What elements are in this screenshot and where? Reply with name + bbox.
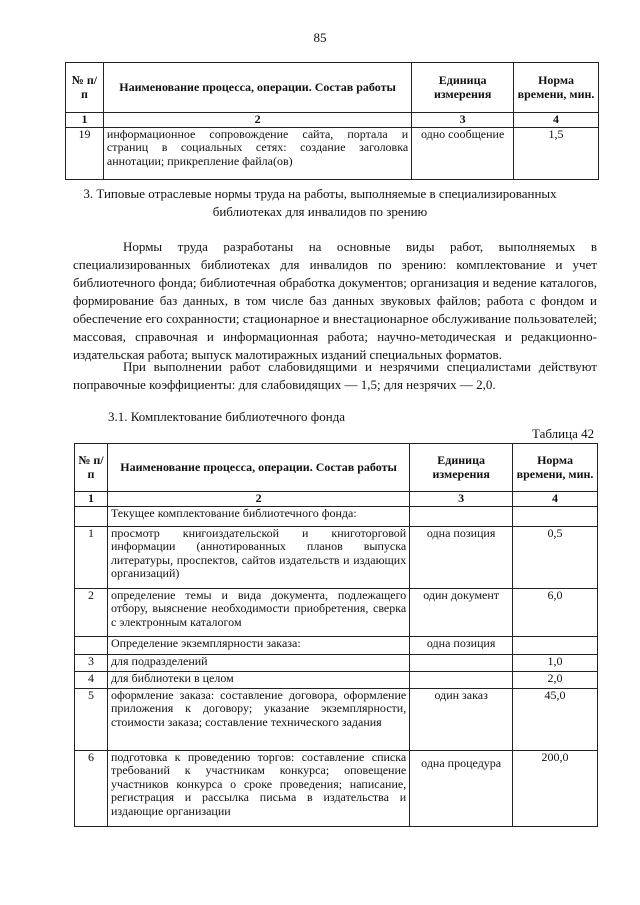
row-name: определение темы и вида документа, подлежащего отбору, выяснение необходимости приобретения, сверка с электронным каталогом [107, 588, 409, 636]
paragraph-norms: Нормы труда разработаны на основные виды работ, выполняемых в специализированных библиотеках для инвалидов по зрению: комплектование и учет библиотечного фонда; библиотечная обработка документов; организация и ведение каталогов, формирование баз данных, в том числе баз данных звуковых файлов; работа с фондом и обеспечение его сохранности; стационарное и внестационарное обслуживание пользователей; массовая, справочная и информационная работа; научно-методическая и редакционно-издательская работа; выпуск малотиражных изданий специальных форматов. [73, 239, 597, 362]
header-norm: Норма времени, мин. [514, 63, 599, 113]
group-label: Текущее комплектование библиотечного фонда: [107, 506, 409, 526]
row-num: 19 [66, 127, 104, 179]
row-norm: 45,0 [513, 688, 598, 750]
row-norm: 1,0 [513, 654, 598, 671]
index-cell: 4 [514, 113, 599, 128]
table-label: Таблица 42 [532, 426, 595, 441]
row-name: просмотр книгоиздательской и книготорговой информации (аннотированных планов выпуска литературы, проспектов, сайтов издательств и издающих организаций) [107, 526, 409, 588]
table-row [66, 127, 599, 179]
index-cell: 2 [107, 492, 409, 507]
index-cell: 1 [75, 492, 108, 507]
page-number: 85 [313, 30, 327, 45]
row-name: для подразделений [107, 654, 409, 671]
index-cell: 1 [66, 113, 104, 128]
row-norm: 1,5 [514, 127, 599, 179]
group-row [75, 636, 598, 654]
header-unit: Единица измерения [410, 444, 513, 492]
header-name: Наименование процесса, операции. Состав работы [107, 444, 409, 492]
row-num: 4 [75, 671, 108, 688]
row-name: информационное сопровождение сайта, портала и страниц в социальных сетях: создание заголовка аннотации; прикрепление файла(ов) [103, 127, 411, 179]
row-name: оформление заказа: составление договора, оформление приложения к договору; указание экземплярности, стоимости заказа; составление технического задания [107, 688, 409, 750]
header-name: Наименование процесса, операции. Состав работы [103, 63, 411, 113]
row-unit: один заказ [410, 688, 513, 750]
header-num: № п/п [75, 444, 108, 492]
row-unit [410, 654, 513, 671]
norms-table-continued [65, 62, 599, 180]
table-row [75, 588, 598, 636]
section-heading: 3. Типовые отраслевые нормы труда на работы, выполняемые в специализированных библиотеках для инвалидов по зрению [83, 186, 557, 219]
row-norm: 6,0 [513, 588, 598, 636]
table-row [75, 671, 598, 688]
group-unit: одна позиция [410, 636, 513, 654]
row-name: для библиотеки в целом [107, 671, 409, 688]
table-row [75, 526, 598, 588]
subsection-heading: 3.1. Комплектование библиотечного фонда [108, 409, 346, 424]
row-unit: один документ [410, 588, 513, 636]
row-unit [410, 671, 513, 688]
row-norm: 0,5 [513, 526, 598, 588]
row-num: 2 [75, 588, 108, 636]
row-unit: одно сообщение [412, 127, 514, 179]
norms-table-42 [74, 443, 598, 827]
header-norm: Норма времени, мин. [513, 444, 598, 492]
group-row [75, 506, 598, 526]
row-num: 5 [75, 688, 108, 750]
paragraph-coefficients: При выполнении работ слабовидящими и незрячими специалистами действуют поправочные коэффициенты: для слабовидящих — 1,5; для незрячих — 2,0. [73, 359, 597, 392]
row-num: 1 [75, 526, 108, 588]
row-unit: одна процедура [410, 750, 513, 826]
index-cell: 3 [410, 492, 513, 507]
row-name: подготовка к проведению торгов: составление списка требований к участникам конкурса; оповещение участников конкурса о сроке проведения; написание, регистрация и рассылка письма в издательства и издающие организации [107, 750, 409, 826]
row-norm: 2,0 [513, 671, 598, 688]
table-row [75, 750, 598, 826]
index-cell: 2 [103, 113, 411, 128]
header-num: № п/п [66, 63, 104, 113]
row-num: 6 [75, 750, 108, 826]
row-unit: одна позиция [410, 526, 513, 588]
table-row [75, 688, 598, 750]
index-cell: 3 [412, 113, 514, 128]
header-unit: Единица измерения [412, 63, 514, 113]
table-row [75, 654, 598, 671]
index-cell: 4 [513, 492, 598, 507]
row-norm: 200,0 [513, 750, 598, 826]
row-num: 3 [75, 654, 108, 671]
group-label: Определение экземплярности заказа: [107, 636, 409, 654]
